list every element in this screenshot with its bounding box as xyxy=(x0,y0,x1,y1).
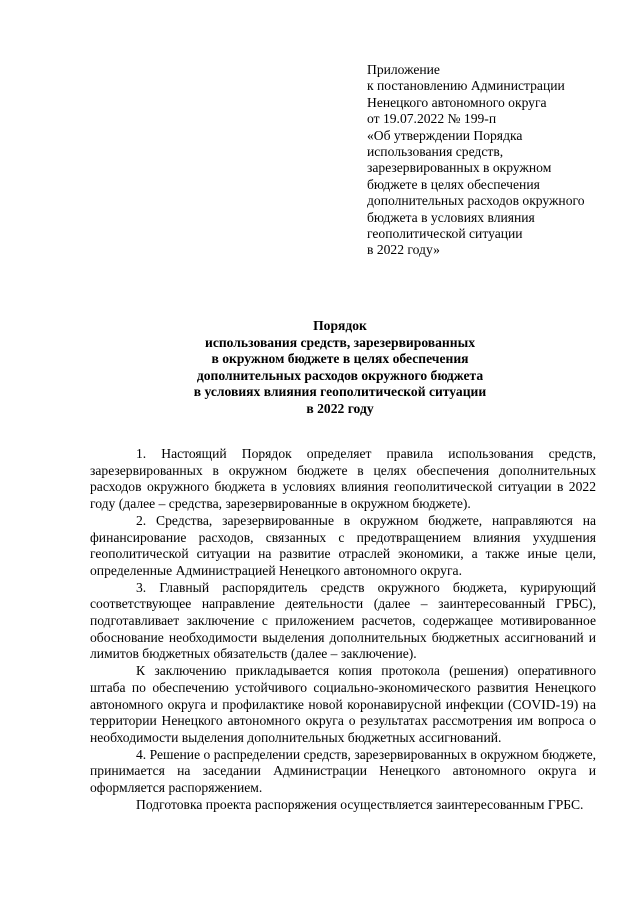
paragraph-3-annex: К заключению прикладывается копия протокола (решения) оперативного штаба по обеспечению устойчивого социально-экономического развития Ненецкого автономного округа и профилактике новой коронавирусной инфекции (COVID-19) на территории Ненецкого автономного округа о результатах рассмотрения им вопроса о необходимости выделения дополнительных бюджетных ассигнований. xyxy=(90,663,596,745)
annex-line: геополитической ситуации xyxy=(367,226,523,242)
annex-line: бюджете в целях обеспечения xyxy=(367,176,540,192)
paragraph-2: 2. Средства, зарезервированные в окружном бюджете, направляются на финансирование расходов, связанных с предотвращением влияния ухудшения геополитической ситуации на развитие отраслей экономики, а также иные цели, определенные Администрацией Ненецкого автономного округа. xyxy=(90,512,596,578)
title-line: использования средств, зарезервированных xyxy=(204,334,476,350)
annex-line: в 2022 году» xyxy=(367,242,440,258)
document-body xyxy=(90,446,596,813)
paragraph-3: 3. Главный распорядитель средств окружного бюджета, курирующий соответствующее направление деятельности (далее – заинтересованный ГРБС), подготавливает заключение с приложением расчетов, содержащее мотивированное обоснование необходимости выделения дополнительных бюджетных ассигнований и лимитов бюджетных обязательств (далее – заключение). xyxy=(90,579,596,662)
annex-line: бюджета в условиях влияния xyxy=(367,209,535,225)
annex-line: к постановлению Администрации xyxy=(367,78,565,94)
annex-line: «Об утверждении Порядка xyxy=(367,127,523,143)
annex-line: от 19.07.2022 № 199-п xyxy=(367,111,497,127)
paragraph-4-note: Подготовка проекта распоряжения осуществляется заинтересованным ГРБС. xyxy=(136,796,584,812)
paragraph-1: 1. Настоящий Порядок определяет правила использования средств, зарезервированных в окружном бюджете в целях обеспечения дополнительных расходов окружного бюджета в условиях влияния геополитической ситуации в 2022 году (далее – средства, зарезервированные в окружном бюджете). xyxy=(90,446,596,512)
annex-line: Приложение xyxy=(367,62,440,77)
annex-line: дополнительных расходов окружного xyxy=(367,193,585,209)
title-line: дополнительных расходов окружного бюджета xyxy=(196,367,484,383)
annex-line: использования средств, xyxy=(367,144,504,160)
annex-line: зарезервированных в окружном xyxy=(367,160,552,176)
title-line: в окружном бюджете в целях обеспечения xyxy=(211,351,469,367)
title-line: в 2022 году xyxy=(306,400,374,416)
document-title xyxy=(60,318,620,418)
title-line: Порядок xyxy=(313,318,367,333)
title-line: в условиях влияния геополитической ситуации xyxy=(193,384,487,400)
annex-line: Ненецкого автономного округа xyxy=(367,94,547,110)
annex-header xyxy=(367,62,617,259)
paragraph-4: 4. Решение о распределении средств, зарезервированных в окружном бюджете, принимается на заседании Администрации Ненецкого автономного округа и оформляется распоряжением. xyxy=(90,746,596,796)
